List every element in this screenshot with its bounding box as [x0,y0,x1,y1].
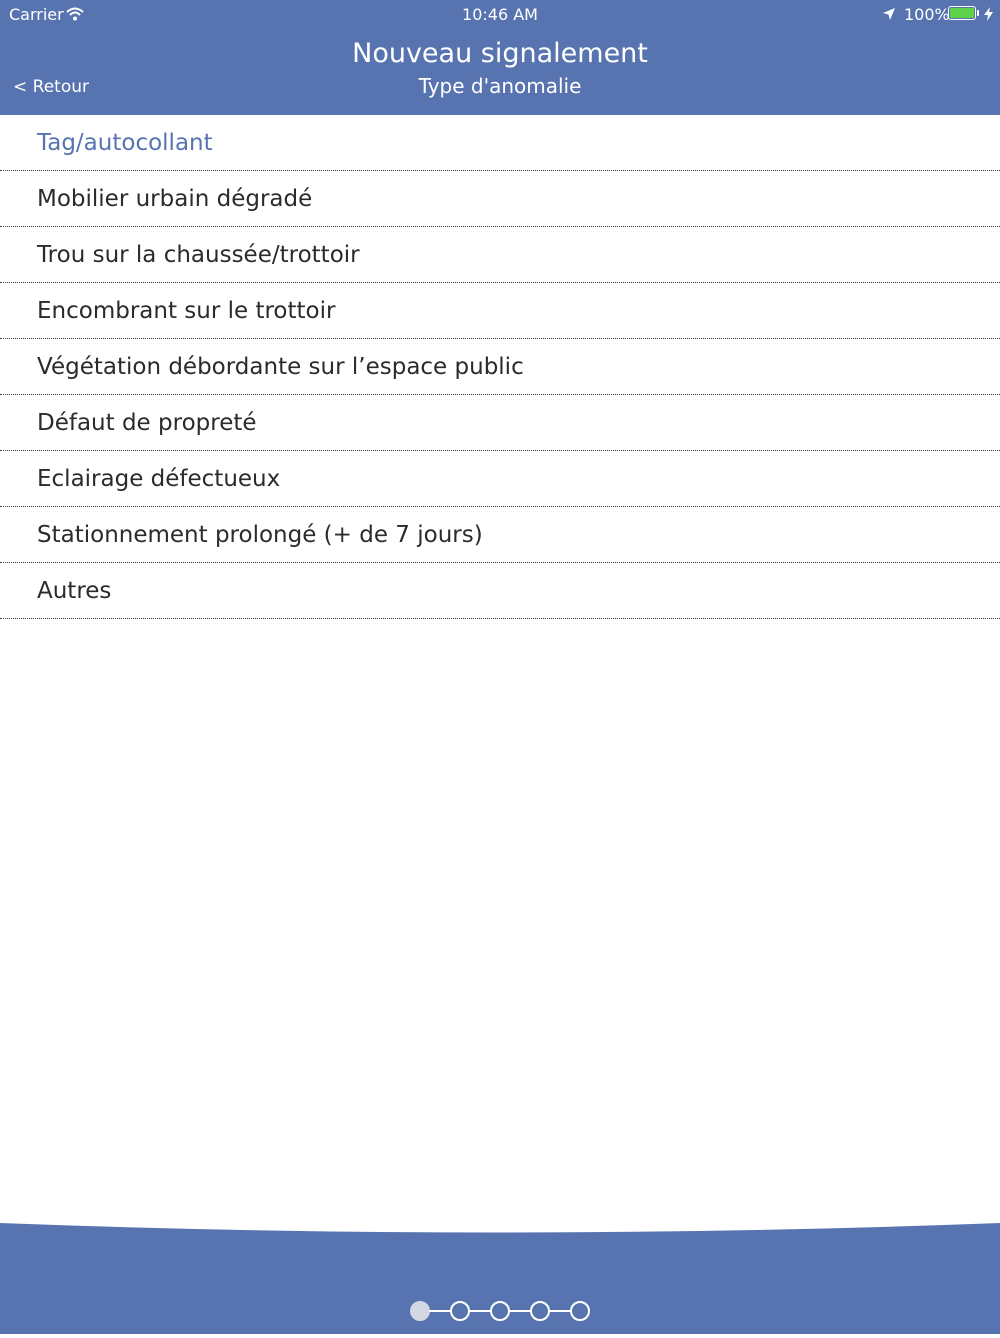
navigation-bar [0,0,1000,115]
battery-level [950,8,974,18]
progress-stepper [409,1300,594,1328]
list-item-label: Trou sur la chaussée/trottoir [37,241,360,268]
battery-icon [948,6,976,20]
list-item-label: Autres [37,577,112,604]
list-item-label: Stationnement prolongé (+ de 7 jours) [37,521,483,548]
stepper-dot [491,1302,509,1320]
list-item[interactable] [0,507,1000,563]
status-bar [0,0,1000,28]
stepper-dot [451,1302,469,1320]
stepper-dot [531,1302,549,1320]
anomaly-type-list [0,115,1000,619]
carrier-label: Carrier [9,5,64,24]
status-time: 10:46 AM [462,5,538,24]
battery-percent: 100% [904,5,950,24]
list-item-label: Mobilier urbain dégradé [37,185,313,212]
list-item[interactable] [0,227,1000,283]
list-item[interactable] [0,563,1000,619]
page-title: Nouveau signalement [352,38,648,69]
stepper-dot [411,1302,429,1320]
list-item-label: Tag/autocollant [37,129,213,156]
stepper-dot [571,1302,589,1320]
list-item-label: Encombrant sur le trottoir [37,297,336,324]
list-item-label: Défaut de propreté [37,409,257,436]
list-item-label: Eclairage défectueux [37,465,281,492]
charging-bolt-icon [984,6,993,25]
list-item-label: Végétation débordante sur l’espace public [37,353,524,380]
location-arrow-icon [882,6,896,25]
list-item[interactable] [0,451,1000,507]
list-item[interactable] [0,395,1000,451]
list-item[interactable] [0,339,1000,395]
list-item[interactable] [0,283,1000,339]
list-item[interactable] [0,115,1000,171]
back-button[interactable]: < Retour [13,77,89,97]
page-subtitle: Type d'anomalie [418,74,582,98]
battery-cap [977,10,979,16]
list-item[interactable] [0,171,1000,227]
